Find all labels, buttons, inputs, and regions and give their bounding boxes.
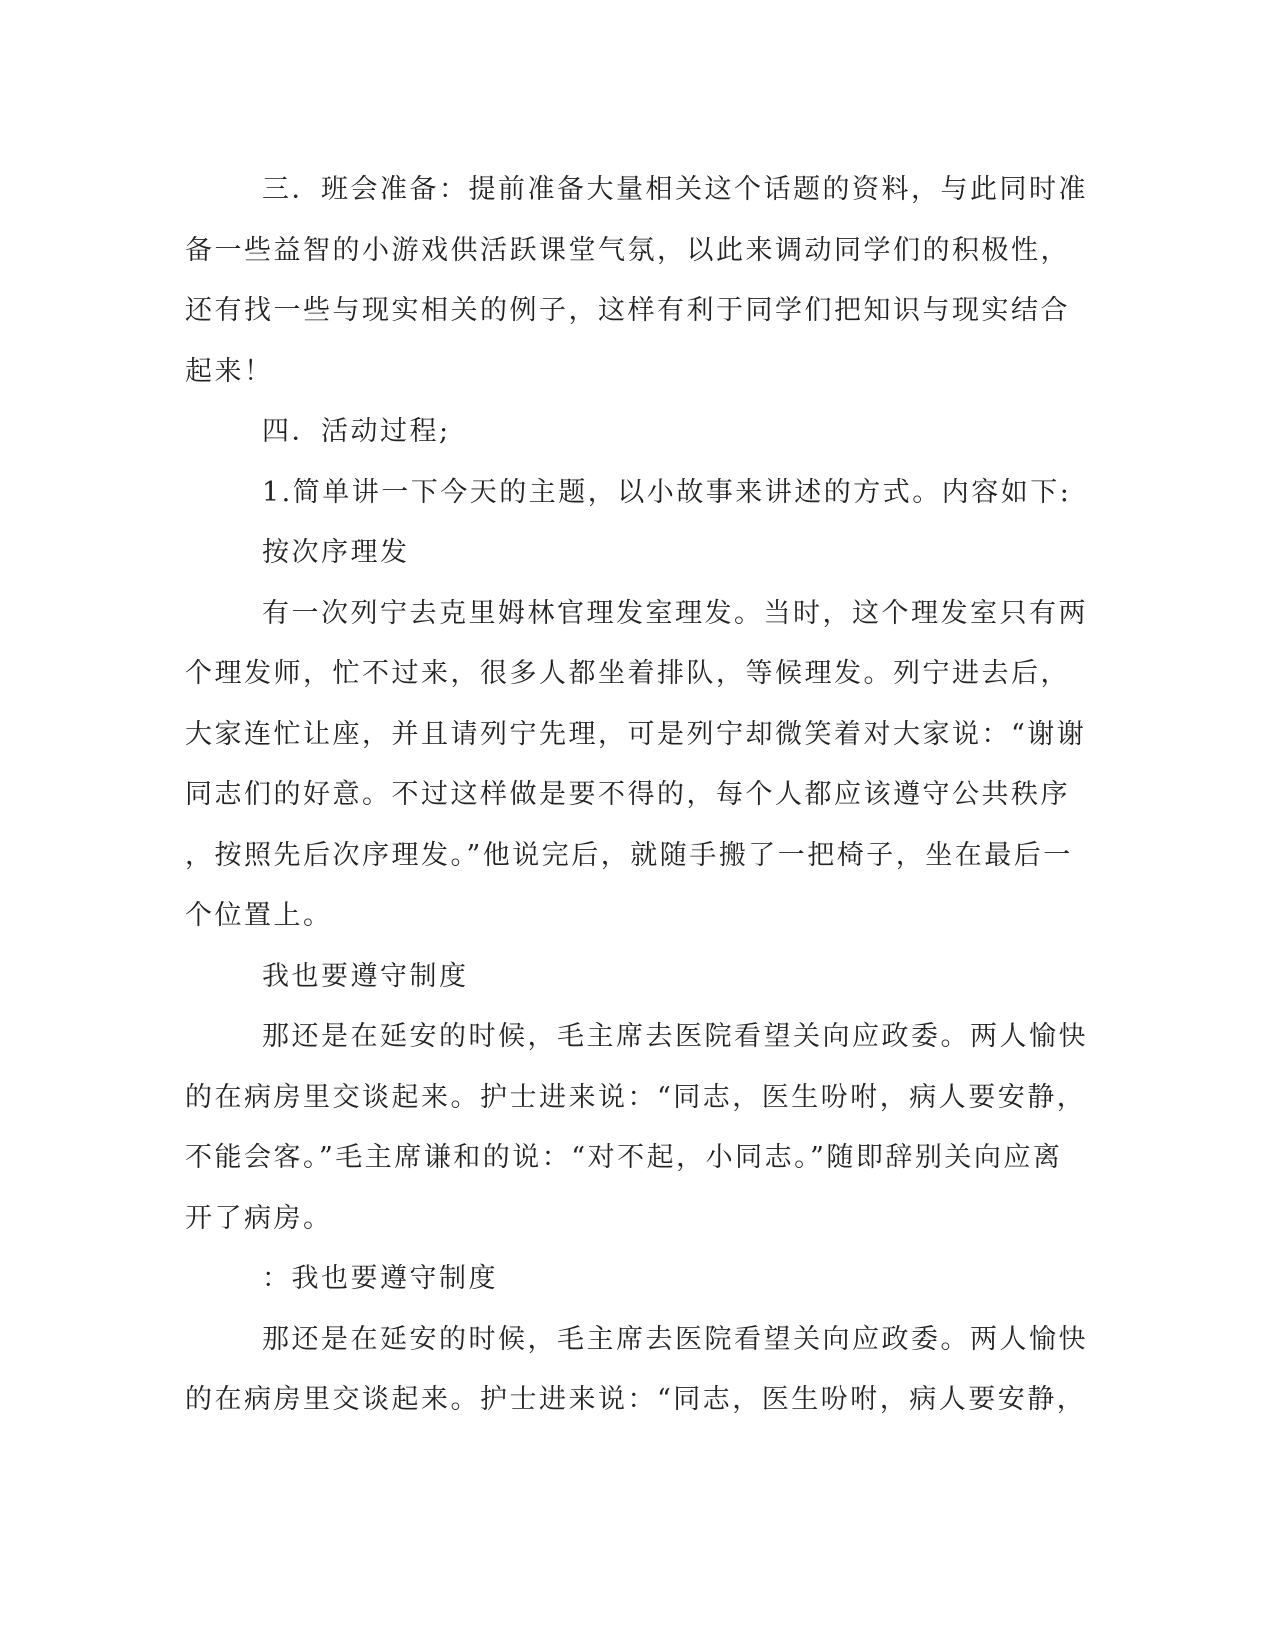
document-body — [185, 160, 1088, 1431]
text-line: ，按照先后次序理发。”他说完后，就随手搬了一把椅子，坐在最后一 — [185, 839, 1073, 871]
story-title: 按次序理发 — [262, 537, 410, 568]
text-line: 那还是在延安的时候，毛主席去医院看望关向应政委。两人愉快 — [262, 1323, 1088, 1355]
section-heading: 四．活动过程; — [262, 416, 451, 447]
text-line: 个理发师，忙不过来，很多人都坐着排队，等候理发。列宁进去后， — [185, 658, 1070, 689]
text-line: 的在病房里交谈起来。护士进来说：“同志，医生吩咐，病人要安静， — [185, 1081, 1087, 1113]
text-line: 的在病房里交谈起来。护士进来说：“同志，医生吩咐，病人要安静， — [185, 1384, 1087, 1415]
text-line: 开了病房。 — [185, 1202, 333, 1234]
text-line: 起来！ — [185, 355, 274, 387]
text-line: 有一次列宁去克里姆林官理发室理发。当时，这个理发室只有两 — [262, 597, 1088, 629]
text-line: 大家连忙让座，并且请列宁先理，可是列宁却微笑着对大家说：“谢谢 — [185, 718, 1087, 750]
text-line: 1.简单讲一下今天的主题，以小故事来讲述的方式。内容如下: — [262, 476, 1072, 508]
text-line: 备一些益智的小游戏供活跃课堂气氛，以此来调动同学们的积极性， — [185, 234, 1070, 266]
story-title: 我也要遵守制度 — [262, 960, 469, 992]
text-line: 三．班会准备：提前准备大量相关这个话题的资料，与此同时准 — [262, 174, 1088, 205]
text-line: 个位置上。 — [185, 900, 333, 931]
text-line: 同志们的好意。不过这样做是要不得的，每个人都应该遵守公共秩序 — [185, 779, 1070, 810]
text-line: 那还是在延安的时候，毛主席去医院看望关向应政委。两人愉快 — [262, 1021, 1088, 1052]
text-line: 还有找一些与现实相关的例子，这样有利于同学们把知识与现实结合 — [185, 295, 1070, 326]
text-line: 不能会客。”毛主席谦和的说：“对不起，小同志。”随即辞别关向应离 — [185, 1142, 1063, 1173]
story-title: ：我也要遵守制度 — [262, 1263, 498, 1294]
